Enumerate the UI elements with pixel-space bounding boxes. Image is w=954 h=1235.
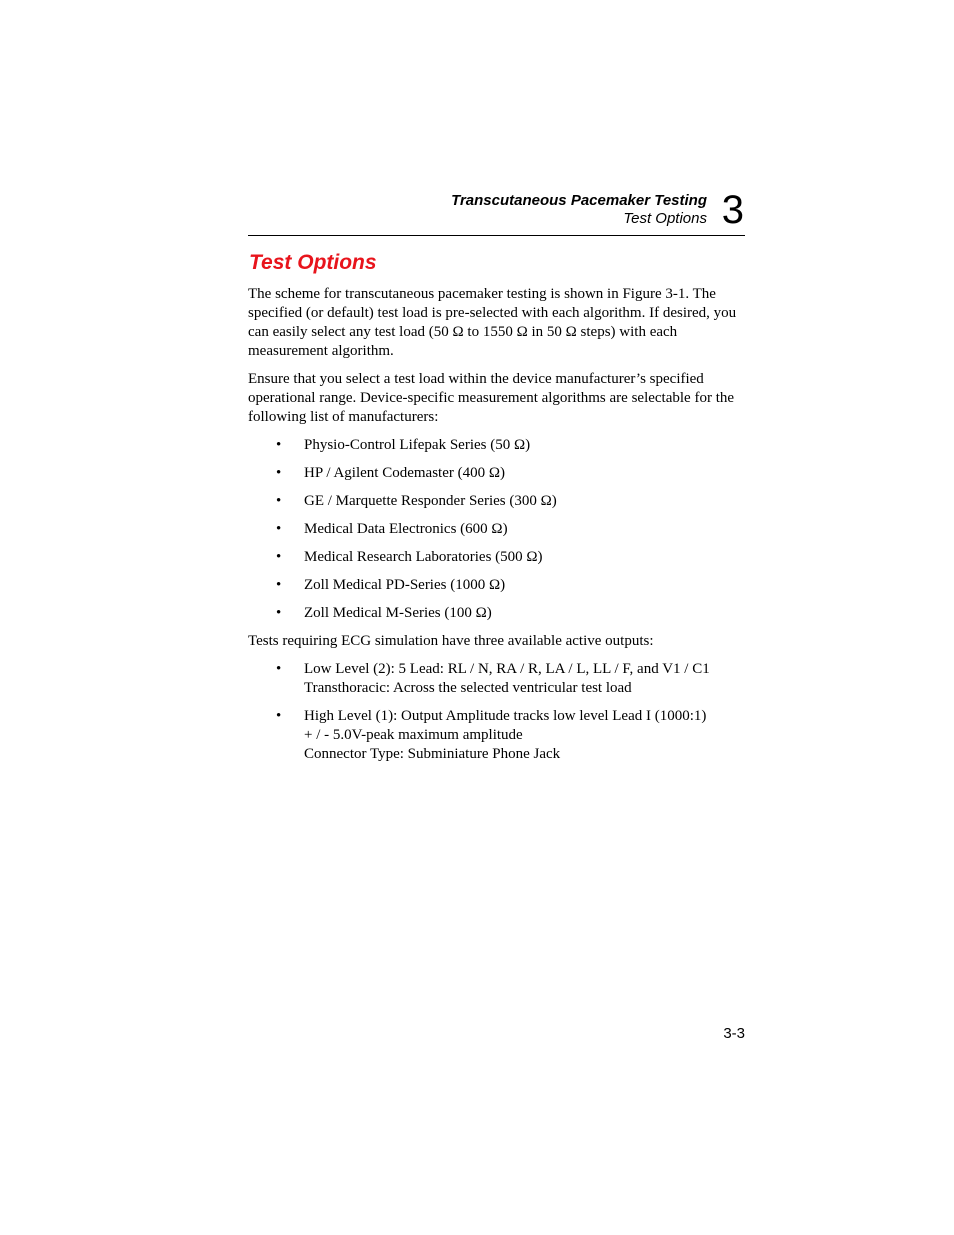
list-item	[248, 436, 745, 455]
manufacturer-list	[248, 436, 745, 623]
list-item	[248, 576, 745, 595]
list-item-text: Physio-Control Lifepak Series (50 Ω)	[304, 437, 531, 453]
output-line: Transthoracic: Across the selected ventricular test load	[304, 680, 632, 696]
output-line: Connector Type: Subminiature Phone Jack	[304, 746, 561, 762]
list-item	[248, 604, 745, 623]
list-item-text: GE / Marquette Responder Series (300 Ω)	[304, 493, 557, 509]
list-item-text: Medical Data Electronics (600 Ω)	[304, 521, 508, 537]
running-header	[248, 190, 745, 236]
bullet-icon: •	[276, 605, 282, 621]
bullet-icon: •	[276, 577, 282, 593]
output-line: + / - 5.0V-peak maximum amplitude	[304, 727, 523, 743]
list-item-text: HP / Agilent Codemaster (400 Ω)	[304, 465, 505, 481]
header-text-block	[451, 192, 707, 228]
intro-paragraph: The scheme for transcutaneous pacemaker testing is shown in Figure 3-1. The specified (or default) test load is pre-selected with each algorithm. If desired, you can easily select any test load (50 Ω to 1550 Ω in 50 Ω steps) with each measurement algorithm.	[248, 286, 737, 359]
ecg-outputs-paragraph: Tests requiring ECG simulation have three available active outputs:	[248, 633, 654, 649]
header-chapter-title: Transcutaneous Pacemaker Testing	[451, 192, 707, 209]
output-list	[248, 660, 745, 764]
list-item	[248, 520, 745, 539]
output-line: Low Level (2): 5 Lead: RL / N, RA / R, LA / L, LL / F, and V1 / C1	[304, 661, 710, 677]
bullet-icon: •	[276, 521, 282, 537]
bullet-icon: •	[276, 549, 282, 565]
list-item-text: Zoll Medical PD-Series (1000 Ω)	[304, 577, 506, 593]
manufacturer-paragraph: Ensure that you select a test load within the device manufacturer’s specified operational range. Device-specific measurement algorithms are selectable for the following list of manufacturers:	[248, 371, 735, 425]
bullet-icon: •	[276, 465, 282, 481]
bullet-icon: •	[276, 708, 282, 724]
output-line: High Level (1): Output Amplitude tracks low level Lead I (1000:1)	[304, 708, 707, 724]
bullet-icon: •	[276, 661, 282, 677]
header-section-title: Test Options	[623, 210, 707, 227]
list-item	[248, 492, 745, 511]
chapter-number: 3	[721, 188, 744, 232]
list-item	[248, 707, 745, 764]
list-item	[248, 548, 745, 567]
list-item-text: Medical Research Laboratories (500 Ω)	[304, 549, 543, 565]
section-title: Test Options	[249, 251, 377, 274]
list-item	[248, 464, 745, 483]
bullet-icon: •	[276, 493, 282, 509]
list-item	[248, 660, 745, 698]
list-item-text: Zoll Medical M-Series (100 Ω)	[304, 605, 492, 621]
bullet-icon: •	[276, 437, 282, 453]
page-body	[248, 285, 745, 773]
page-number: 3-3	[723, 1025, 745, 1042]
